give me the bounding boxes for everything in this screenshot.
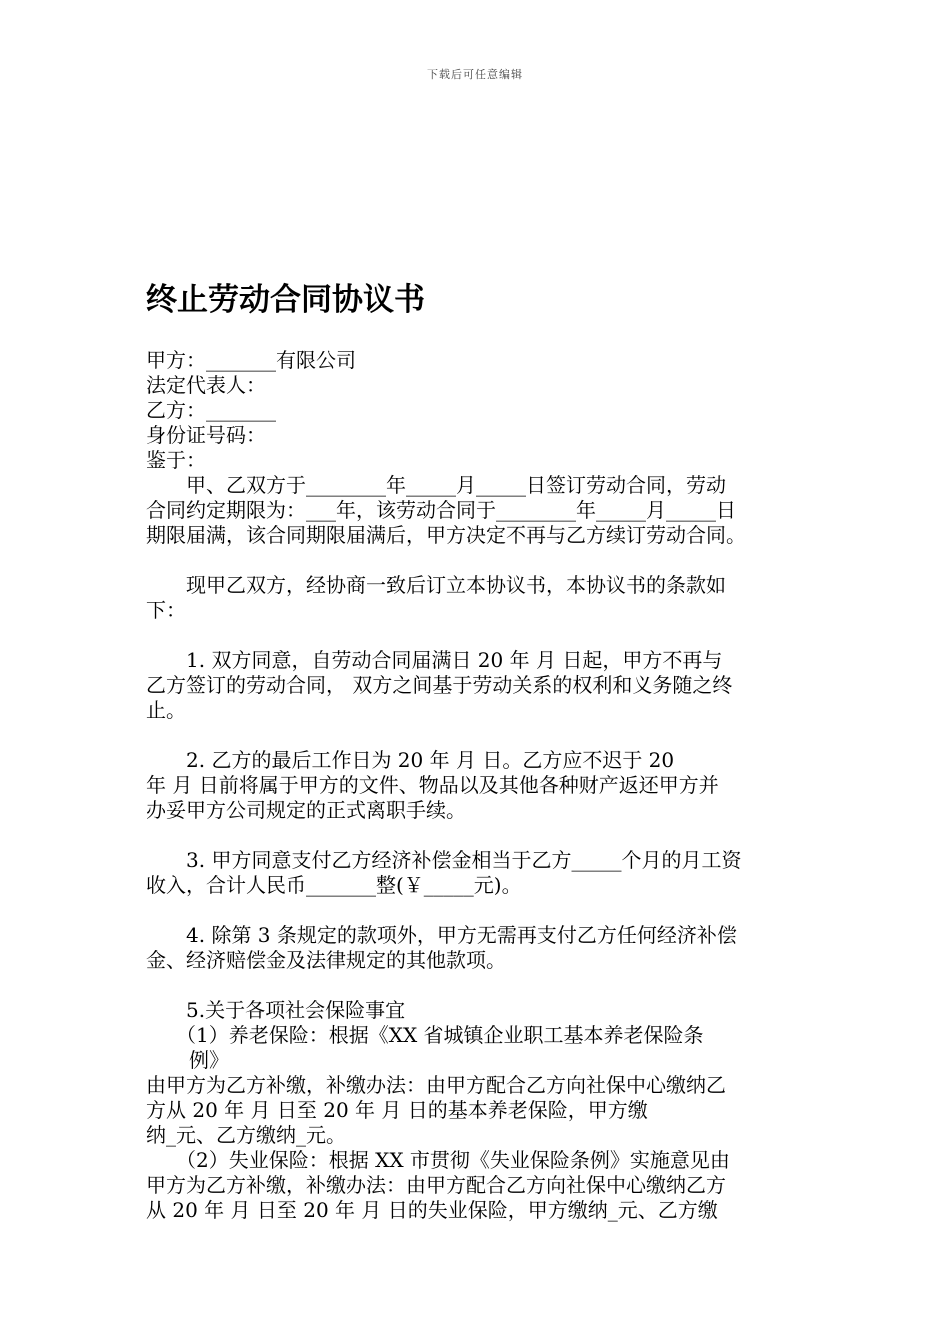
agreement-intro-line-2: 下： [146,598,186,622]
pension-body-line-3: 纳_元、乙方缴纳_元。 [146,1123,346,1147]
recital-line-2: 合同约定期限为：___年，该劳动合同于________年_____月_____日 [146,498,736,522]
id-number-line: 身份证号码： [146,423,266,447]
clause-1-line-3: 止。 [146,698,186,722]
clause-2-line-1: 2. 乙方的最后工作日为 20 年 月 日。乙方应不迟于 20 [186,748,675,772]
document-title: 终止劳动合同协议书 [146,282,425,318]
party-b-line: 乙方：_______ [146,398,276,422]
pension-heading-line-2: 例》 [189,1048,229,1072]
clause-1-line-2: 乙方签订的劳动合同， 双方之间基于劳动关系的权利和义务随之终 [146,673,733,697]
clause-4-line-2: 金、经济赔偿金及法律规定的其他款项。 [146,948,506,972]
clause-3-line-1: 3. 甲方同意支付乙方经济补偿金相当于乙方_____个月的月工资 [186,848,742,872]
whereas-label: 鉴于： [146,448,206,472]
unemployment-body-line-1: 甲方为乙方补缴，补缴办法：由甲方配合乙方向社保中心缴纳乙方 [146,1173,726,1197]
clause-2-line-3: 办妥甲方公司规定的正式离职手续。 [146,798,466,822]
clause-5-title: 5.关于各项社会保险事宜 [186,998,406,1022]
pension-body-line-2: 方从 20 年 月 日至 20 年 月 日的基本养老保险，甲方缴 [146,1098,648,1122]
recital-line-3: 期限届满，该合同期限届满后，甲方决定不再与乙方续订劳动合同。 [146,523,746,547]
party-a-line: 甲方：_______有限公司 [146,348,356,372]
pension-heading-line-1: （1）养老保险：根据《XX 省城镇企业职工基本养老保险条 [176,1023,704,1047]
agreement-intro-line-1: 现甲乙双方，经协商一致后订立本协议书，本协议书的条款如 [186,573,726,597]
clause-2-line-2: 年 月 日前将属于甲方的文件、物品以及其他各种财产返还甲方并 [146,773,719,797]
unemployment-body-line-2: 从 20 年 月 日至 20 年 月 日的失业保险，甲方缴纳_元、乙方缴 [146,1198,718,1222]
recital-line-1: 甲、乙双方于________年_____月_____日签订劳动合同，劳动 [186,473,726,497]
pension-body-line-1: 由甲方为乙方补缴，补缴办法：由甲方配合乙方向社保中心缴纳乙 [146,1073,726,1097]
legal-representative-line: 法定代表人： [146,373,266,397]
document-body [146,280,806,1223]
unemployment-heading-line: （2）失业保险：根据 XX 市贯彻《失业保险条例》实施意见由 [176,1148,730,1172]
clause-4-line-1: 4. 除第 3 条规定的款项外，甲方无需再支付乙方任何经济补偿 [186,923,737,947]
page-header-note: 下载后可任意编辑 [427,68,523,81]
clause-3-line-2: 收入，合计人民币_______整(￥_____元)。 [146,873,522,897]
clause-1-line-1: 1. 双方同意，自劳动合同届满日 20 年 月 日起，甲方不再与 [186,648,723,672]
